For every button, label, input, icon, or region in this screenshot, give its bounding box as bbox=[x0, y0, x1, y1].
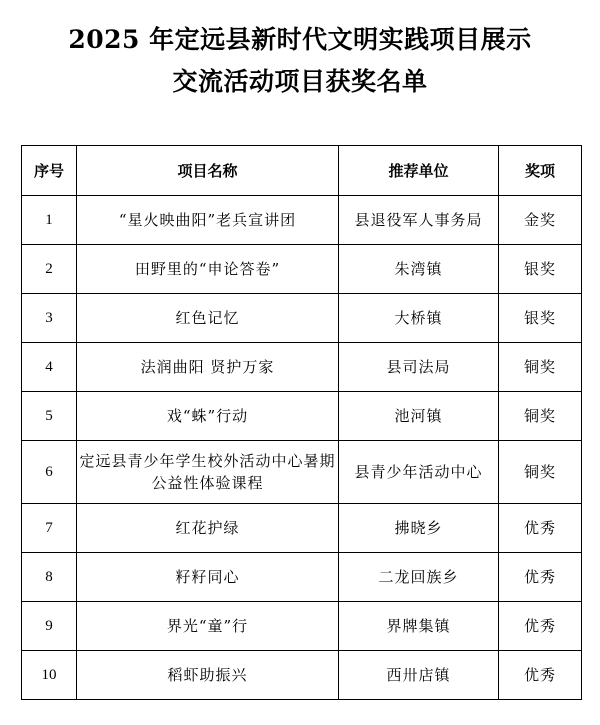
cell-award: 铜奖 bbox=[499, 343, 582, 392]
cell-project-name: 定远县青少年学生校外活动中心暑期公益性体验课程 bbox=[77, 441, 339, 504]
cell-no: 7 bbox=[22, 504, 77, 553]
table-row bbox=[22, 553, 582, 602]
cell-unit: 县退役军人事务局 bbox=[339, 196, 499, 245]
header-unit: 推荐单位 bbox=[339, 146, 499, 196]
cell-award: 铜奖 bbox=[499, 392, 582, 441]
table-header-row bbox=[22, 146, 582, 196]
cell-no: 10 bbox=[22, 651, 77, 700]
table-row bbox=[22, 651, 582, 700]
cell-project-name: 红花护绿 bbox=[77, 504, 339, 553]
header-no: 序号 bbox=[22, 146, 77, 196]
cell-award: 优秀 bbox=[499, 602, 582, 651]
cell-award: 银奖 bbox=[499, 245, 582, 294]
page-title: 2025 年定远县新时代文明实践项目展示 bbox=[68, 25, 532, 54]
cell-no: 9 bbox=[22, 602, 77, 651]
cell-no: 5 bbox=[22, 392, 77, 441]
cell-no: 4 bbox=[22, 343, 77, 392]
header-name: 项目名称 bbox=[77, 146, 339, 196]
cell-unit: 拂晓乡 bbox=[339, 504, 499, 553]
table-row bbox=[22, 196, 582, 245]
table-row bbox=[22, 602, 582, 651]
cell-unit: 西卅店镇 bbox=[339, 651, 499, 700]
cell-project-name: “星火映曲阳”老兵宣讲团 bbox=[77, 196, 339, 245]
cell-no: 2 bbox=[22, 245, 77, 294]
cell-unit: 池河镇 bbox=[339, 392, 499, 441]
cell-project-name: 红色记忆 bbox=[77, 294, 339, 343]
table-row bbox=[22, 504, 582, 553]
cell-no: 8 bbox=[22, 553, 77, 602]
table-row bbox=[22, 245, 582, 294]
cell-unit: 界牌集镇 bbox=[339, 602, 499, 651]
cell-award: 优秀 bbox=[499, 553, 582, 602]
table-row bbox=[22, 392, 582, 441]
cell-project-name: 法润曲阳 贤护万家 bbox=[77, 343, 339, 392]
cell-unit: 大桥镇 bbox=[339, 294, 499, 343]
cell-project-name: 稻虾助振兴 bbox=[77, 651, 339, 700]
cell-unit: 二龙回族乡 bbox=[339, 553, 499, 602]
cell-award: 铜奖 bbox=[499, 441, 582, 504]
cell-award: 银奖 bbox=[499, 294, 582, 343]
page-subtitle: 交流活动项目获奖名单 bbox=[172, 67, 428, 96]
cell-no: 3 bbox=[22, 294, 77, 343]
cell-unit: 县青少年活动中心 bbox=[339, 441, 499, 504]
cell-award: 金奖 bbox=[499, 196, 582, 245]
cell-unit: 朱湾镇 bbox=[339, 245, 499, 294]
awards-table bbox=[21, 145, 582, 700]
table-row bbox=[22, 441, 582, 504]
cell-award: 优秀 bbox=[499, 651, 582, 700]
cell-project-name: 籽籽同心 bbox=[77, 553, 339, 602]
cell-award: 优秀 bbox=[499, 504, 582, 553]
cell-project-name: 戏“蛛”行动 bbox=[77, 392, 339, 441]
table-row bbox=[22, 343, 582, 392]
cell-no: 1 bbox=[22, 196, 77, 245]
header-award: 奖项 bbox=[499, 146, 582, 196]
cell-no: 6 bbox=[22, 441, 77, 504]
cell-project-name: 田野里的“申论答卷” bbox=[77, 245, 339, 294]
cell-unit: 县司法局 bbox=[339, 343, 499, 392]
table-row bbox=[22, 294, 582, 343]
cell-project-name: 界光“童”行 bbox=[77, 602, 339, 651]
